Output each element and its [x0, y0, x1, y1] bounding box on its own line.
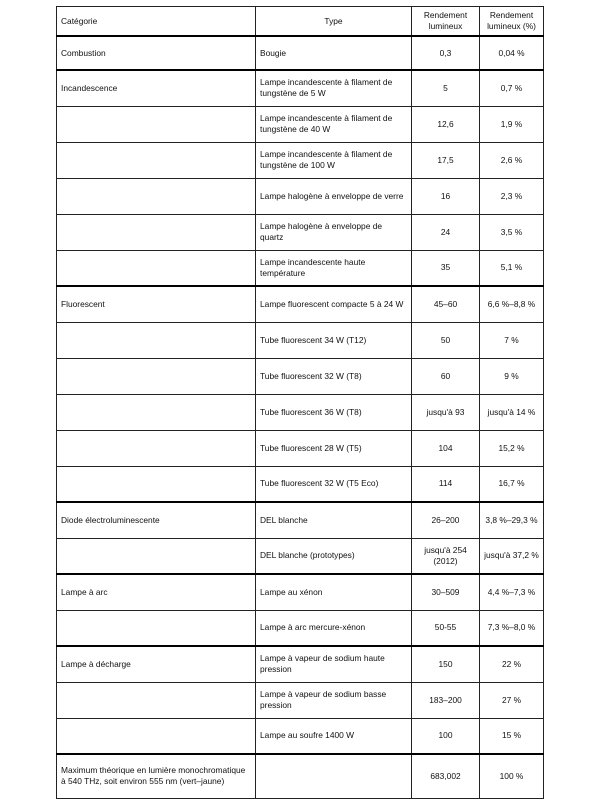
table-row — [57, 358, 544, 394]
category-cell: Lampe à décharge — [57, 646, 256, 682]
efficacy-percent-cell: 9 % — [480, 358, 544, 394]
category-cell — [57, 250, 256, 286]
efficacy-percent-cell: jusqu'à 14 % — [480, 394, 544, 430]
type-cell: Tube fluorescent 36 W (T8) — [256, 394, 412, 430]
table-row — [57, 70, 544, 106]
table-row — [57, 214, 544, 250]
category-cell — [57, 538, 256, 574]
type-cell: Lampe incandescente à filament de tungstène de 5 W — [256, 70, 412, 106]
efficacy-percent-cell: 22 % — [480, 646, 544, 682]
efficacy-percent-cell: 0,04 % — [480, 36, 544, 70]
efficacy-cell: 12,6 — [412, 106, 480, 142]
category-cell: Lampe à arc — [57, 574, 256, 610]
type-cell: Bougie — [256, 36, 412, 70]
type-cell: Tube fluorescent 34 W (T12) — [256, 322, 412, 358]
luminous-efficacy-table — [56, 6, 544, 799]
efficacy-percent-cell: 5,1 % — [480, 250, 544, 286]
type-cell: Lampe à vapeur de sodium basse pression — [256, 682, 412, 718]
type-cell: Lampe halogène à enveloppe de verre — [256, 178, 412, 214]
efficacy-cell: 24 — [412, 214, 480, 250]
category-cell: Incandescence — [57, 70, 256, 106]
efficacy-cell: 104 — [412, 430, 480, 466]
category-cell — [57, 718, 256, 754]
type-cell: Lampe halogène à enveloppe de quartz — [256, 214, 412, 250]
category-cell — [57, 394, 256, 430]
table-row — [57, 502, 544, 538]
efficacy-percent-cell: 3,5 % — [480, 214, 544, 250]
category-cell: Diode électroluminescente — [57, 502, 256, 538]
header-efficacy: Rendement lumineux — [412, 7, 480, 37]
efficacy-percent-cell: 6,6 %–8,8 % — [480, 286, 544, 322]
efficacy-cell: 0,3 — [412, 36, 480, 70]
table-row — [57, 286, 544, 322]
table-row — [57, 682, 544, 718]
table-row — [57, 250, 544, 286]
type-cell: Lampe incandescente à filament de tungstène de 40 W — [256, 106, 412, 142]
efficacy-cell: 45–60 — [412, 286, 480, 322]
type-cell — [256, 754, 412, 798]
header-efficacy-percent: Rendement lumineux (%) — [480, 7, 544, 37]
type-cell: DEL blanche (prototypes) — [256, 538, 412, 574]
type-cell: DEL blanche — [256, 502, 412, 538]
efficacy-percent-cell: 16,7 % — [480, 466, 544, 502]
efficacy-cell: 50-55 — [412, 610, 480, 646]
type-cell: Tube fluorescent 32 W (T8) — [256, 358, 412, 394]
type-cell: Lampe à vapeur de sodium haute pression — [256, 646, 412, 682]
table-row — [57, 574, 544, 610]
efficacy-percent-cell: 1,9 % — [480, 106, 544, 142]
efficacy-cell: 35 — [412, 250, 480, 286]
category-cell — [57, 322, 256, 358]
efficacy-cell: 26–200 — [412, 502, 480, 538]
category-cell — [57, 142, 256, 178]
table-row — [57, 646, 544, 682]
table-row — [57, 394, 544, 430]
type-cell: Lampe fluorescent compacte 5 à 24 W — [256, 286, 412, 322]
efficacy-percent-cell: 15 % — [480, 718, 544, 754]
category-cell — [57, 214, 256, 250]
efficacy-cell: 150 — [412, 646, 480, 682]
efficacy-cell: 30–509 — [412, 574, 480, 610]
efficacy-cell: jusqu'à 93 — [412, 394, 480, 430]
efficacy-cell: jusqu'à 254 (2012) — [412, 538, 480, 574]
efficacy-percent-cell: jusqu'à 37,2 % — [480, 538, 544, 574]
category-cell — [57, 106, 256, 142]
efficacy-percent-cell: 15,2 % — [480, 430, 544, 466]
type-cell: Lampe incandescente à filament de tungstène de 100 W — [256, 142, 412, 178]
table-row — [57, 538, 544, 574]
table-row — [57, 106, 544, 142]
efficacy-cell: 5 — [412, 70, 480, 106]
header-category: Catégorie — [57, 7, 256, 37]
table-body — [57, 36, 544, 798]
efficacy-cell: 60 — [412, 358, 480, 394]
category-cell — [57, 682, 256, 718]
table-row — [57, 610, 544, 646]
efficacy-percent-cell: 27 % — [480, 682, 544, 718]
table-row — [57, 466, 544, 502]
category-cell — [57, 466, 256, 502]
efficacy-percent-cell: 4,4 %–7,3 % — [480, 574, 544, 610]
efficacy-cell: 683,002 — [412, 754, 480, 798]
efficacy-percent-cell: 2,6 % — [480, 142, 544, 178]
efficacy-percent-cell: 3,8 %–29,3 % — [480, 502, 544, 538]
type-cell: Lampe à arc mercure-xénon — [256, 610, 412, 646]
category-cell — [57, 178, 256, 214]
efficacy-cell: 183–200 — [412, 682, 480, 718]
table-row — [57, 142, 544, 178]
type-cell: Tube fluorescent 28 W (T5) — [256, 430, 412, 466]
category-cell: Combustion — [57, 36, 256, 70]
type-cell: Lampe au soufre 1400 W — [256, 718, 412, 754]
efficacy-cell: 50 — [412, 322, 480, 358]
table-row — [57, 178, 544, 214]
efficacy-percent-cell: 0,7 % — [480, 70, 544, 106]
table-row — [57, 36, 544, 70]
efficacy-percent-cell: 100 % — [480, 754, 544, 798]
efficacy-cell: 100 — [412, 718, 480, 754]
category-cell — [57, 610, 256, 646]
efficacy-cell: 17,5 — [412, 142, 480, 178]
header-row — [57, 7, 544, 37]
type-cell: Lampe incandescente haute température — [256, 250, 412, 286]
table-row — [57, 718, 544, 754]
type-cell: Tube fluorescent 32 W (T5 Eco) — [256, 466, 412, 502]
efficacy-cell: 114 — [412, 466, 480, 502]
efficacy-cell: 16 — [412, 178, 480, 214]
table-row — [57, 754, 544, 798]
table-row — [57, 322, 544, 358]
category-cell: Fluorescent — [57, 286, 256, 322]
efficacy-percent-cell: 2,3 % — [480, 178, 544, 214]
category-cell — [57, 430, 256, 466]
table-row — [57, 430, 544, 466]
type-cell: Lampe au xénon — [256, 574, 412, 610]
efficacy-percent-cell: 7 % — [480, 322, 544, 358]
header-type: Type — [256, 7, 412, 37]
category-cell: Maximum théorique en lumière monochromatique à 540 THz, soit environ 555 nm (vert–jaune) — [57, 754, 256, 798]
category-cell — [57, 358, 256, 394]
efficacy-percent-cell: 7,3 %–8,0 % — [480, 610, 544, 646]
